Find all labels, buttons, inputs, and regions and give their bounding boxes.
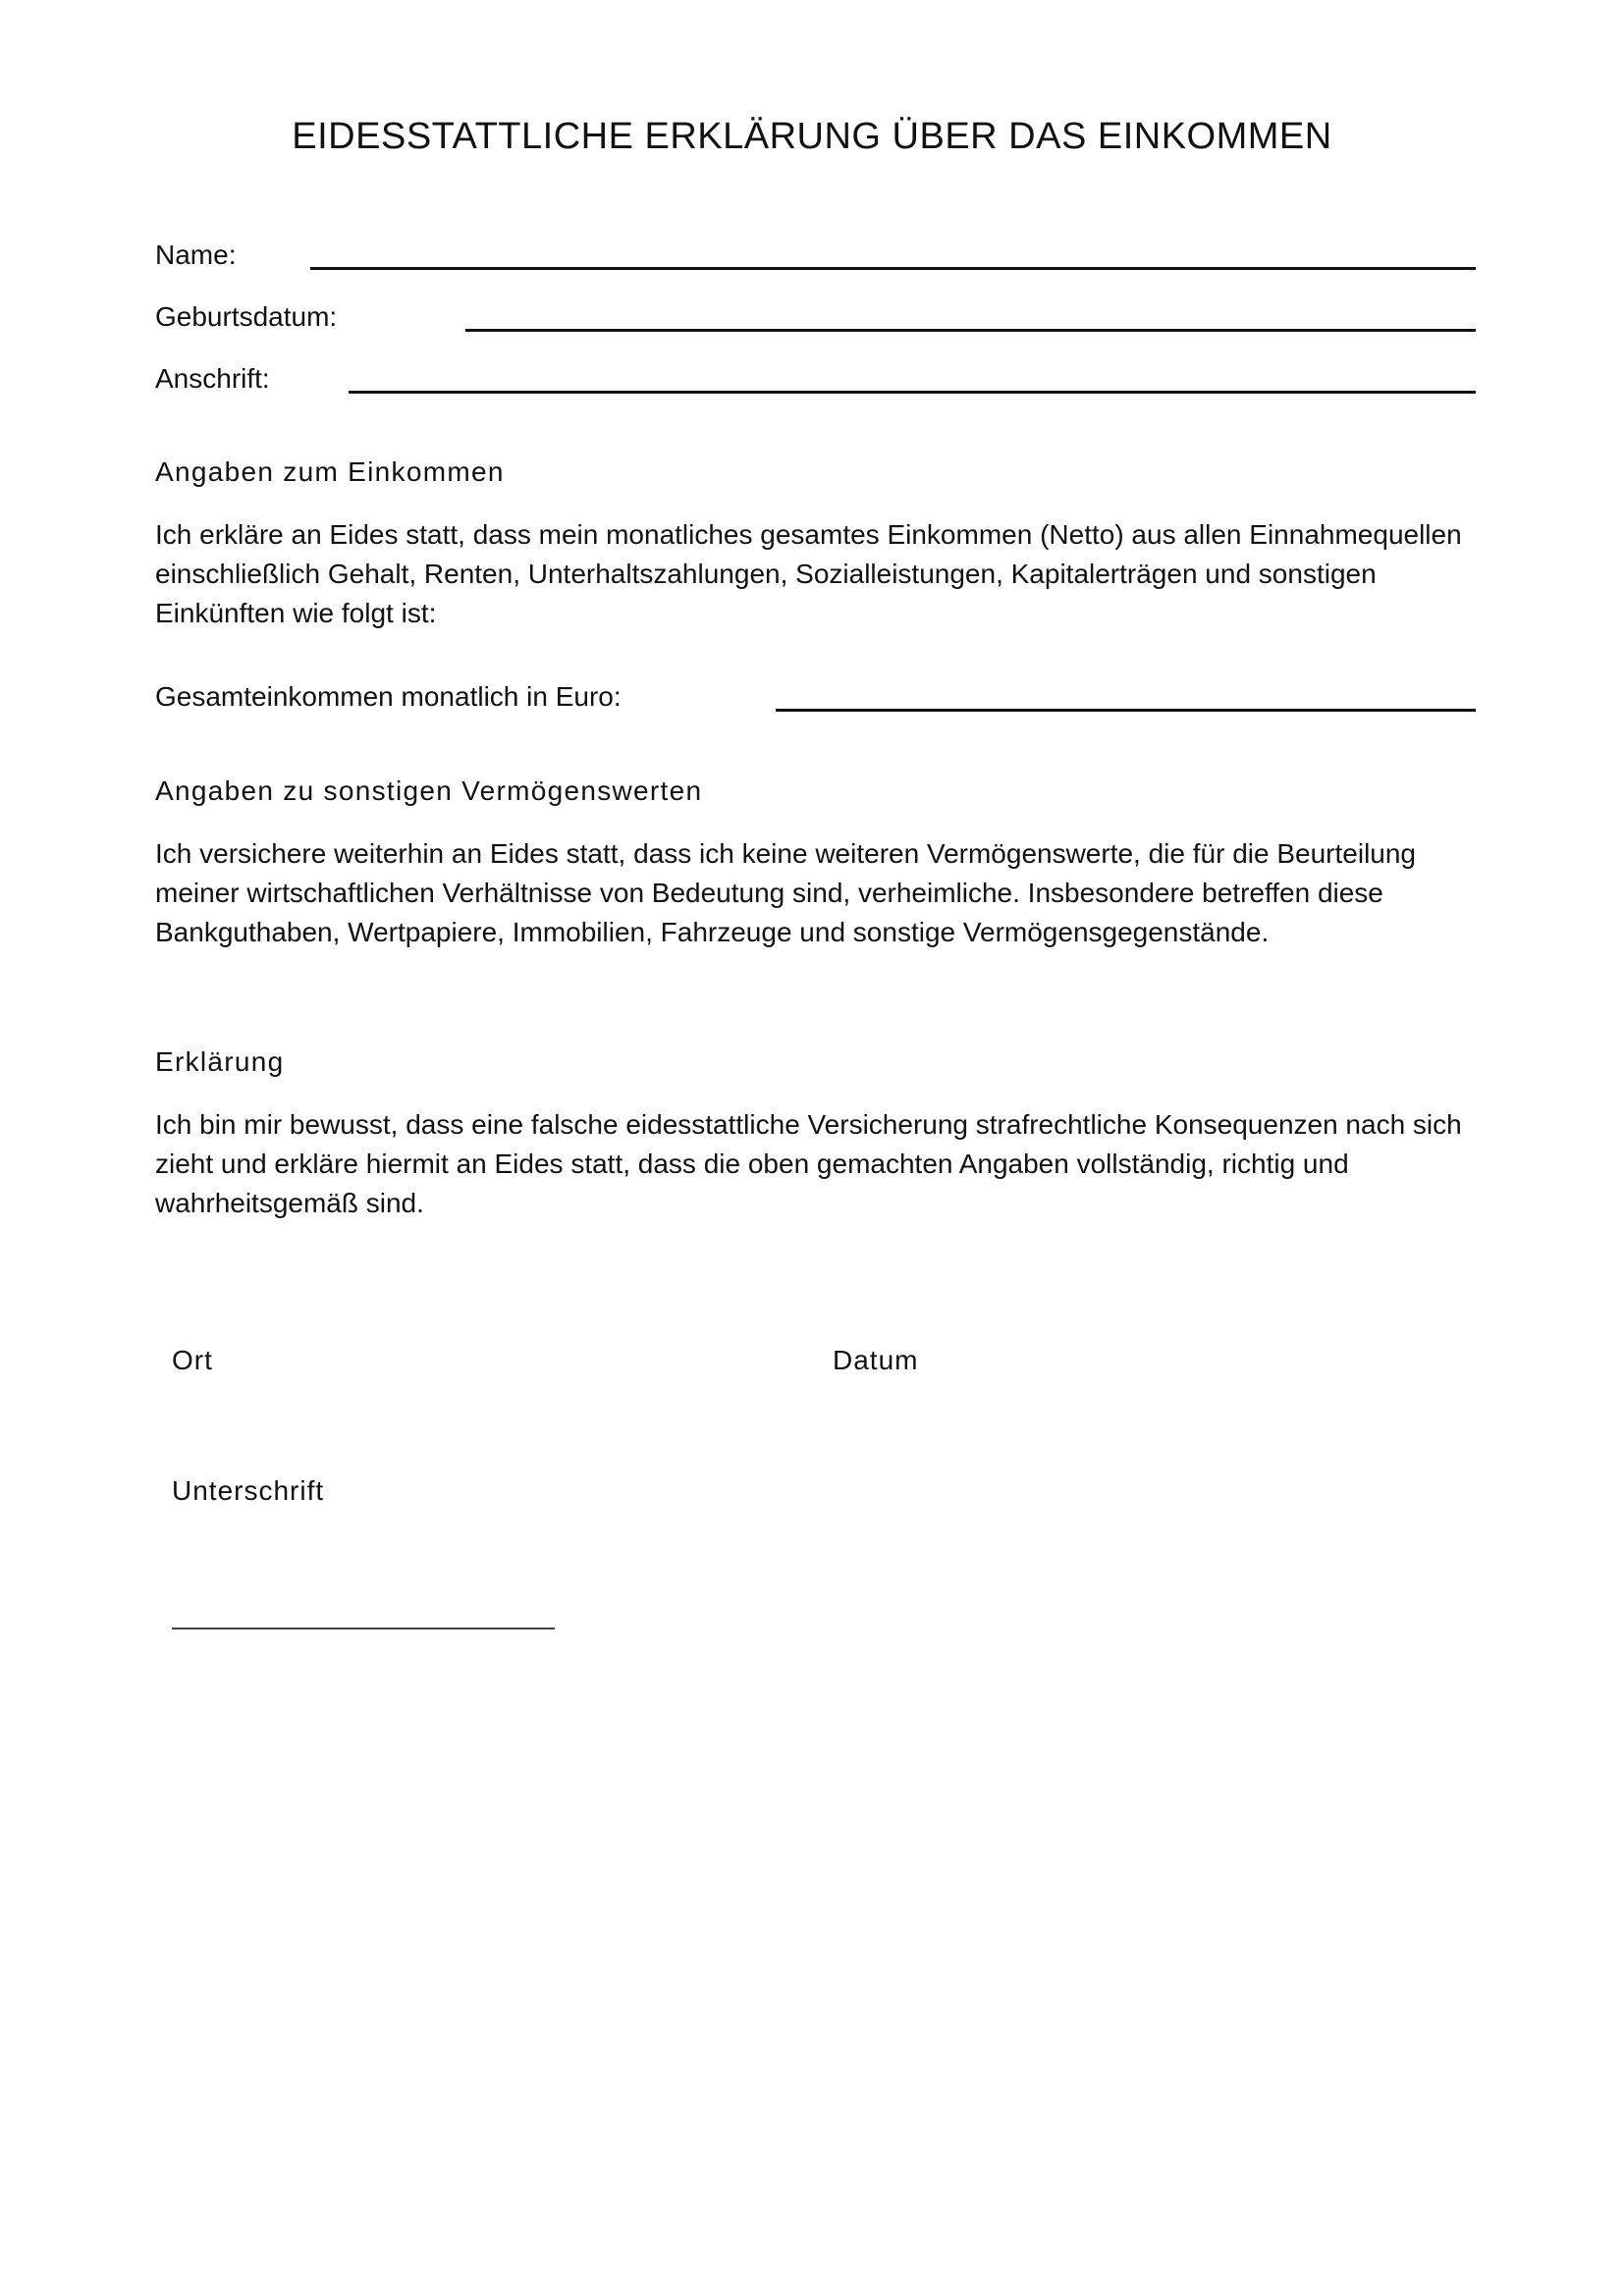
assets-section-text: Ich versichere weiterhin an Eides statt, dass ich keine weiteren Vermögenswerte, die für die Beurteilung meiner wirtschaftlichen Verhältnisse von Bedeutung sind, verheimliche. Insbesondere betreffen diese Bankguthaben, Wertpapiere, Immobilien, Fahrzeuge und sonstige Vermögensgegenstände. (155, 838, 1417, 947)
birthdate-label: Geburtsdatum: (155, 301, 338, 332)
total-income-field-row (155, 679, 1476, 722)
total-income-input[interactable] (776, 679, 1476, 712)
name-field-row (155, 238, 1476, 281)
birthdate-input[interactable] (465, 299, 1476, 332)
name-label: Name: (155, 240, 237, 270)
address-field-row (155, 361, 1476, 404)
declaration-section-heading: Erklärung (155, 1046, 285, 1077)
declaration-section-text: Ich bin mir bewusst, dass eine falsche eidesstattliche Versicherung strafrechtliche Konsequenzen nach sich zieht und erkläre hiermit an Eides statt, dass die oben gemachten Angaben vollständig, richtig und wahrheitsgemäß sind. (155, 1109, 1462, 1218)
income-section-heading: Angaben zum Einkommen (155, 456, 505, 487)
place-label: Ort (172, 1345, 213, 1375)
birthdate-field-row (155, 299, 1476, 343)
date-label: Datum (833, 1345, 919, 1375)
name-input[interactable] (310, 238, 1476, 270)
signature-label: Unterschrift (172, 1475, 325, 1506)
assets-section-heading: Angaben zu sonstigen Vermögenswerten (155, 775, 703, 806)
signature-line[interactable] (172, 1628, 555, 1629)
income-section-text: Ich erkläre an Eides statt, dass mein monatliches gesamtes Einkommen (Netto) aus allen Einnahmequellen einschließlich Gehalt, Renten, Unterhaltszahlungen, Sozialleistungen, Kapitalerträgen und sonstigen Einkünften wie folgt ist: (155, 519, 1462, 628)
address-input[interactable] (349, 361, 1476, 394)
total-income-label: Gesamteinkommen monatlich in Euro: (155, 681, 622, 712)
address-label: Anschrift: (155, 363, 270, 394)
document-title: EIDESSTATTLICHE ERKLÄRUNG ÜBER DAS EINKOMMEN (292, 116, 1332, 157)
